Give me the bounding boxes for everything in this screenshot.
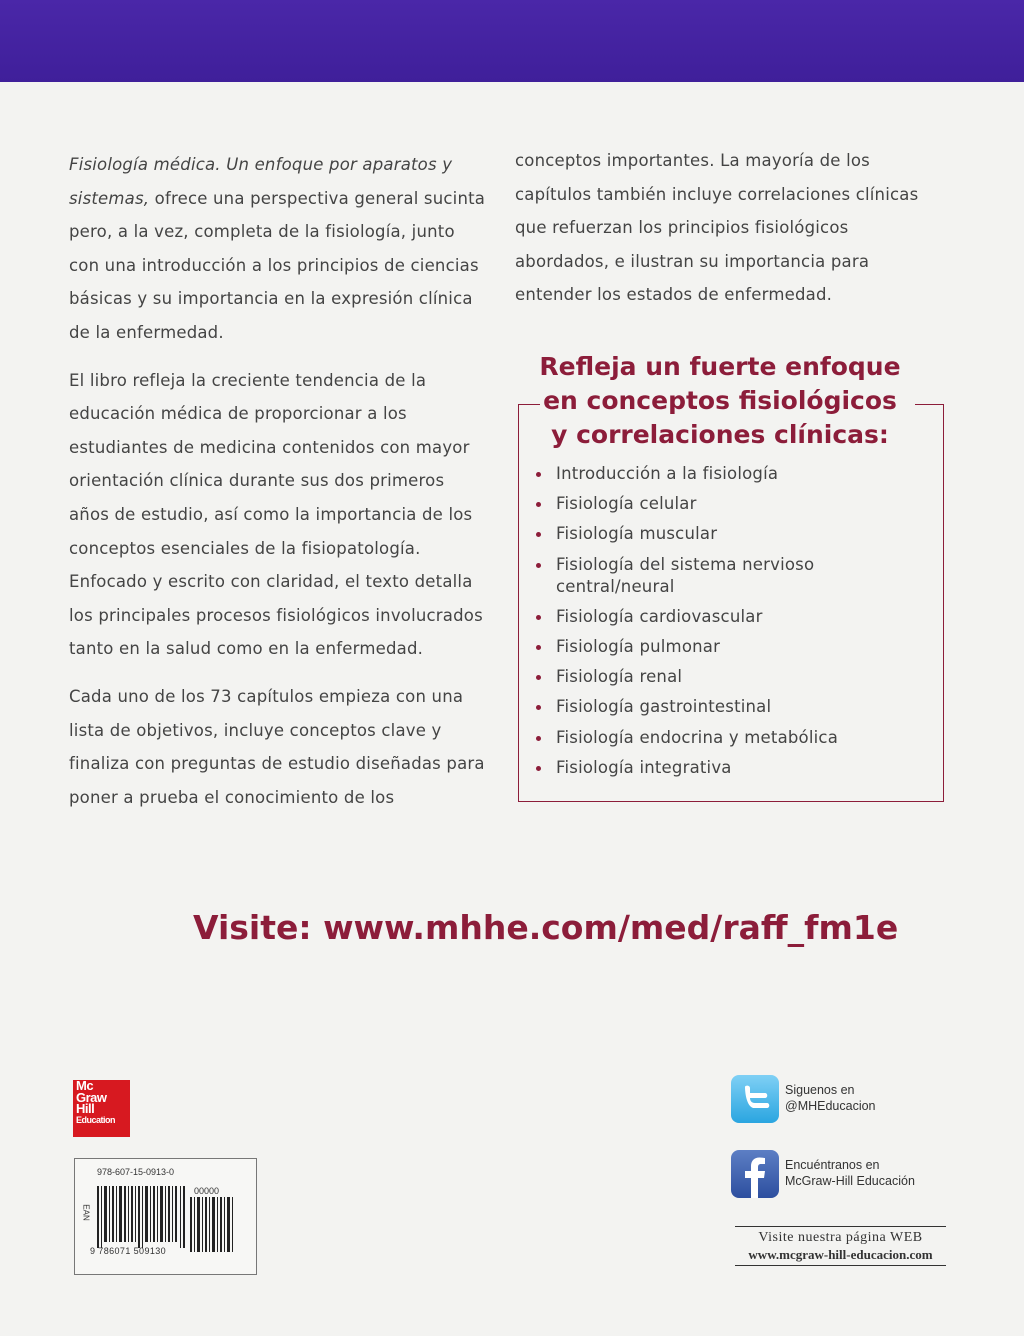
website-banner (735, 1226, 946, 1266)
list-item-label: Fisiología pulmonar (556, 636, 721, 656)
left-text-column (69, 148, 489, 828)
mcgraw-hill-logo (73, 1080, 130, 1137)
list-item (536, 727, 926, 749)
list-item-label: Fisiología gastrointestinal (556, 697, 772, 717)
bullet-icon (536, 736, 541, 741)
website-caption: Visite nuestra página WEB (758, 1230, 923, 1245)
box-title-line: en conceptos fisiológicos (543, 386, 897, 415)
list-item-label: Fisiología celular (556, 494, 697, 514)
list-item-label: Introducción a la fisiología (556, 464, 779, 483)
facebook-caption (785, 1158, 915, 1189)
list-item-label: Fisiología cardiovascular (556, 606, 763, 626)
bullet-icon (536, 472, 541, 477)
bullet-icon (536, 645, 541, 650)
continuation-paragraph: conceptos importantes. La mayoría de los capítulos también incluye correlaciones clínicas que refuerzan los principios fisiológicos abordados, e ilustran su importancia para entender los estados de enfermedad. (515, 151, 919, 305)
facebook-f-icon (731, 1150, 779, 1198)
box-top-border-left (518, 404, 540, 405)
list-item (536, 463, 926, 485)
box-top-border-right (915, 404, 943, 405)
list-item (536, 757, 926, 779)
list-item-label: Fisiología renal (556, 667, 683, 687)
facebook-page-name[interactable]: McGraw-Hill Educación (785, 1173, 915, 1188)
list-item (536, 523, 926, 545)
box-title-line: y correlaciones clínicas: (551, 420, 889, 449)
twitter-bird-icon (731, 1075, 779, 1123)
trend-paragraph: El libro refleja la creciente tendencia de la educación médica de proporcionar a los estudiantes de medicina contenidos con mayor orientación clínica durante sus dos primeros años de estudio, así como la importancia de los conceptos esenciales de la fisiopatología. Enfocado y escrito con claridad, el texto detalla los principales procesos fisiológicos involucrados tanto en la salud como en la enfermedad. (69, 370, 483, 659)
twitter-icon[interactable] (731, 1075, 779, 1123)
intro-text: ofrece una perspectiva general sucinta pero, a la vez, completa de la fisiología, junto con una introducción a los principios de ciencias básicas y su importancia en la expresión clínica de la enfermedad. (69, 188, 486, 342)
twitter-caption-line: Siguenos en (785, 1083, 855, 1097)
facebook-caption-line: Encuéntranos en (785, 1158, 880, 1172)
list-item (536, 636, 926, 658)
bullet-icon (536, 705, 541, 710)
chapters-paragraph: Cada uno de los 73 capítulos empieza con una lista de objetivos, incluye conceptos clave y finaliza con preguntas de estudio diseñadas para poner a prueba el conocimiento de los (69, 686, 485, 807)
facebook-icon[interactable] (731, 1150, 779, 1198)
list-item (536, 696, 926, 718)
twitter-caption (785, 1083, 876, 1114)
bullet-icon (536, 563, 541, 568)
list-item (536, 666, 926, 688)
right-text-column (515, 144, 925, 326)
twitter-handle[interactable]: @MHEducacion (785, 1098, 876, 1113)
logo-text: Education (76, 1114, 116, 1125)
book-title-italic: Fisiología médica. Un enfoque por aparatos y sistemas, (69, 155, 453, 208)
barcode-addon-number: 00000 (194, 1186, 220, 1196)
bullet-icon (536, 502, 541, 507)
ean-label: EAN (81, 1204, 91, 1221)
bullet-icon (536, 675, 541, 680)
barcode-number: 9 786071 509130 (90, 1246, 167, 1256)
list-item-label: Fisiología muscular (556, 524, 718, 544)
visit-website-link[interactable]: Visite: www.mhhe.com/med/raff_fm1e (193, 908, 899, 947)
logo-text: Graw (76, 1089, 107, 1105)
logo-text: Mc (76, 1078, 94, 1093)
list-item (536, 493, 926, 515)
list-item (536, 554, 926, 598)
bullet-icon (536, 615, 541, 620)
list-item-label: Fisiología endocrina y metabólica (556, 727, 839, 747)
top-color-band (0, 0, 1024, 82)
bullet-icon (536, 766, 541, 771)
logo-text: Hill (76, 1101, 95, 1116)
barcode-addon-bars (190, 1197, 234, 1252)
bullet-icon (536, 532, 541, 537)
topics-list (536, 463, 926, 787)
box-title-line: Refleja un fuerte enfoque (539, 352, 901, 381)
list-item-label: Fisiología del sistema nervioso central/neural (556, 554, 815, 596)
website-url-link[interactable]: www.mcgraw-hill-educacion.com (748, 1247, 933, 1262)
barcode-bars (97, 1186, 185, 1248)
isbn-number: 978-607-15-0913-0 (97, 1167, 175, 1177)
list-item (536, 606, 926, 628)
list-item-label: Fisiología integrativa (556, 757, 732, 777)
intro-paragraph (69, 148, 489, 350)
